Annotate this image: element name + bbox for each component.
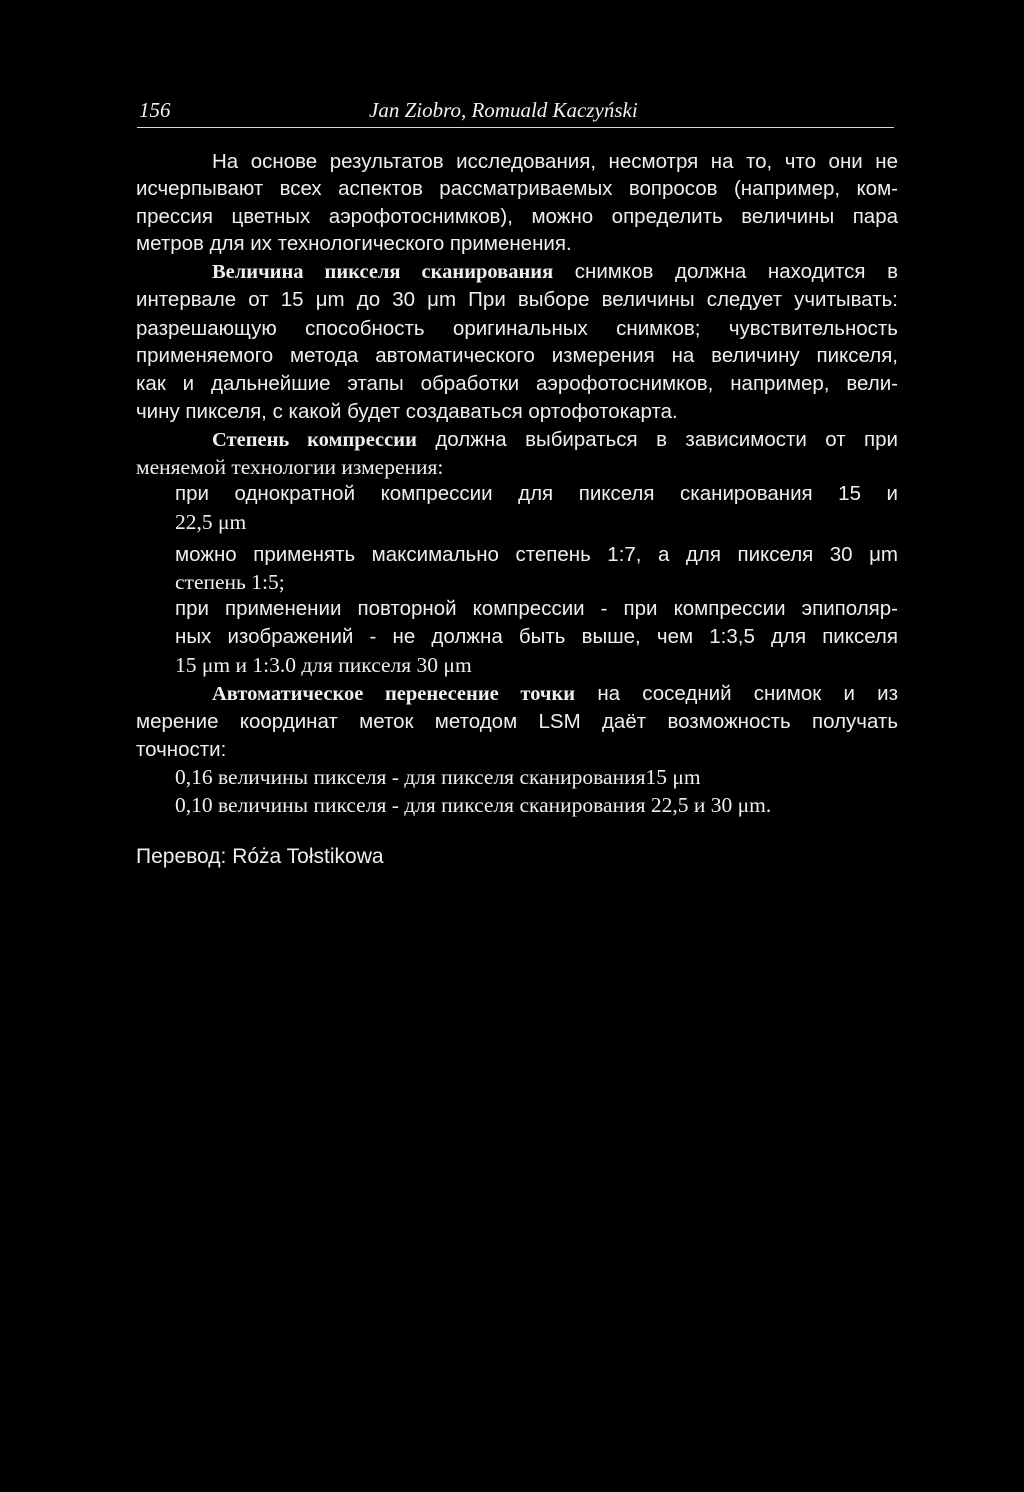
paragraph-1-line: метров для их технологического применения. — [136, 232, 572, 255]
page-number: 156 — [139, 98, 171, 122]
paragraph-3-first-line: Степень компрессии должна выбираться в зависимости от при — [212, 428, 899, 451]
accuracy-item: 0,16 величины пикселя - для пикселя сканирования15 μm — [175, 765, 701, 789]
list-item: ных изображений - не должна быть выше, чем 1:3,5 для пикселя — [175, 625, 898, 648]
paragraph-4-first-line: Автоматическое перенесение точки на соседний снимок и из — [212, 682, 898, 705]
paragraph-1-line: исчерпывают всех аспектов рассматриваемых вопросов (например, ком- — [136, 177, 898, 200]
header-rule — [137, 127, 894, 128]
paragraph-2-line: разрешающую способность оригинальных снимков; чувствительность — [136, 317, 898, 340]
list-item: при применении повторной компрессии - при компрессии эпиполяр- — [175, 597, 898, 620]
paragraph-2-line: интервале от 15 μm до 30 μm При выборе величины следует учитывать: — [136, 288, 898, 311]
list-item: 15 μm и 1:3.0 для пикселя 30 μm — [175, 653, 472, 677]
list-item: 22,5 μm — [175, 510, 247, 534]
paragraph-1-line: прессия цветных аэрофотоснимков), можно определить величины пара — [136, 205, 898, 228]
paragraph-2-line: как и дальнейшие этапы обработки аэрофотоснимков, например, вели- — [136, 372, 898, 395]
accuracy-item: 0,10 величины пикселя - для пикселя сканирования 22,5 и 30 μm. — [175, 793, 772, 817]
term-auto-transfer: Автоматическое перенесение точки — [212, 683, 576, 705]
paragraph-1-line: На основе результатов исследования, несмотря на то, что они не — [212, 150, 898, 173]
term-pixel-size: Величина пикселя сканирования — [212, 261, 554, 283]
paragraph-4-line: точности: — [136, 738, 227, 761]
translator-credit: Перевод: Róża Tołstikowa — [136, 845, 384, 868]
list-item: при однократной компрессии для пикселя сканирования 15 и — [175, 482, 898, 505]
running-header — [137, 96, 893, 130]
term-compression-degree: Степень компрессии — [212, 429, 417, 451]
list-item: степень 1:5; — [175, 570, 285, 594]
header-authors: Jan Ziobro, Romuald Kaczyński — [369, 98, 638, 122]
paragraph-3-line: меняемой технологии измерения: — [136, 455, 444, 479]
paragraph-2-line: применяемого метода автоматического измерения на величину пикселя, — [136, 344, 898, 367]
paragraph-2-first-line: Величина пикселя сканирования снимков должна находится в — [212, 260, 898, 283]
list-item: можно применять максимально степень 1:7, а для пикселя 30 μm — [175, 543, 898, 566]
paragraph-2-line: чину пикселя, с какой будет создаваться ортофотокарта. — [136, 400, 678, 423]
paragraph-4-line: мерение координат меток методом LSM даёт возможность получать — [136, 710, 898, 733]
